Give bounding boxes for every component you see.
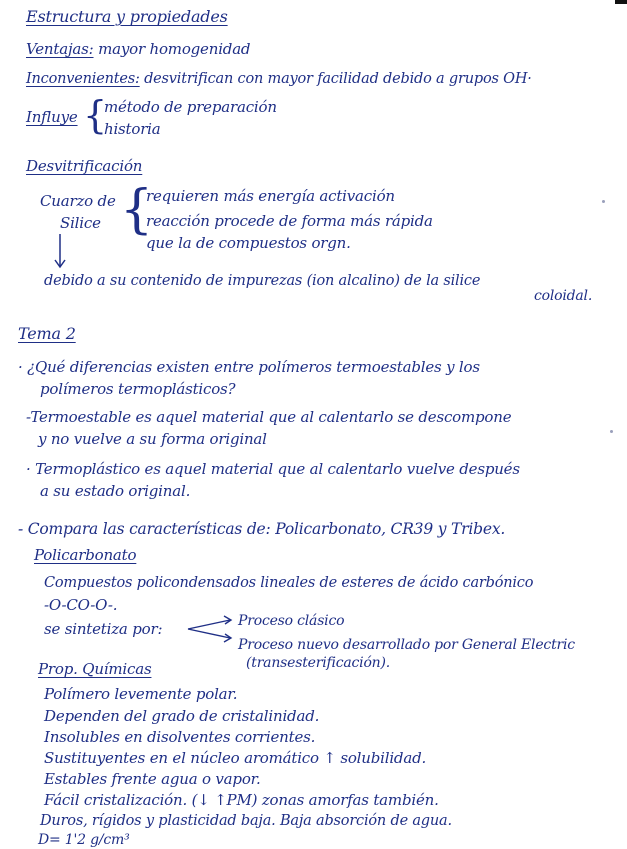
prop-item: D= 1'2 g/cm³ (38, 832, 130, 848)
desvitrificacion-title: Desvitrificación (26, 157, 143, 175)
impurezas-line: debido a su contenido de impurezas (ion alcalino) de la silice (44, 273, 481, 289)
desvit-item: reacción procede de forma más rápida (146, 212, 433, 230)
inconvenientes-text: desvitrifican con mayor facilidad debido a grupos OH· (144, 71, 532, 87)
paper-speck (602, 200, 605, 203)
ventajas-label: Ventajas: (26, 40, 94, 58)
down-arrow-icon (52, 234, 68, 270)
paper-speck (610, 430, 613, 433)
prop-item: Polímero levemente polar. (44, 685, 238, 703)
answer-termoplastico-cont: a su estado original. (40, 482, 191, 500)
question-1: · ¿Qué diferencias existen entre polímeros termoestables y los (18, 358, 480, 376)
desvit-item: requieren más energía activación (146, 187, 395, 205)
answer-termoestable: -Termoestable es aquel material que al calentarlo se descompone (26, 408, 512, 426)
transesterificacion: (transesterificación). (246, 655, 391, 671)
coloidal-line: coloidal. (534, 288, 593, 304)
section-title: Estructura y propiedades (26, 7, 228, 26)
question-1-cont: polímeros termoplásticos? (40, 380, 236, 398)
answer-termoestable-cont: y no vuelve a su forma original (38, 430, 267, 448)
prop-quimicas-title: Prop. Químicas (38, 660, 152, 678)
ventajas-line (26, 40, 250, 58)
influye-label: Influye (26, 108, 78, 126)
prop-item: Duros, rígidos y plasticidad baja. Baja absorción de agua. (40, 813, 452, 829)
prop-item: Estables frente agua o vapor. (44, 770, 261, 788)
proceso-clasico: Proceso clásico (238, 613, 345, 629)
tema2-title: Tema 2 (18, 324, 76, 343)
policarbonato-desc: Compuestos policondensados lineales de esteres de ácido carbónico (44, 575, 534, 591)
influye-item: historia (104, 120, 161, 138)
prop-item: Fácil cristalización. (↓ ↑PM) zonas amorfas también. (44, 791, 439, 809)
proceso-nuevo: Proceso nuevo desarrollado por General Electric (238, 637, 575, 653)
inconvenientes-label: Inconvenientes: (26, 71, 140, 87)
cuarzo-label: Cuarzo de (40, 192, 116, 210)
page-corner-mark (615, 0, 627, 4)
prop-item: Sustituyentes en el núcleo aromático ↑ solubilidad. (44, 749, 427, 767)
prop-item: Dependen del grado de cristalinidad. (44, 707, 320, 725)
left-brace-icon: { (83, 93, 108, 137)
policarbonato-formula: -O-CO-O-. (44, 596, 118, 614)
answer-termoplastico: · Termoplástico es aquel material que al calentarlo vuelve después (26, 460, 520, 478)
silice-label: Silice (60, 214, 101, 232)
question-2: - Compara las características de: Policarbonato, CR39 y Tribex. (18, 520, 506, 538)
inconvenientes-line (26, 70, 532, 88)
sintetiza-label: se sintetiza por: (44, 620, 163, 638)
desvit-item: que la de compuestos orgn. (146, 234, 351, 252)
influye-item: método de preparación (104, 98, 277, 116)
branch-arrows-icon (186, 614, 234, 644)
ventajas-text: mayor homogenidad (98, 40, 251, 58)
left-brace-icon: { (120, 180, 154, 240)
prop-item: Insolubles en disolventes corrientes. (44, 728, 316, 746)
policarbonato-title: Policarbonato (34, 546, 137, 564)
